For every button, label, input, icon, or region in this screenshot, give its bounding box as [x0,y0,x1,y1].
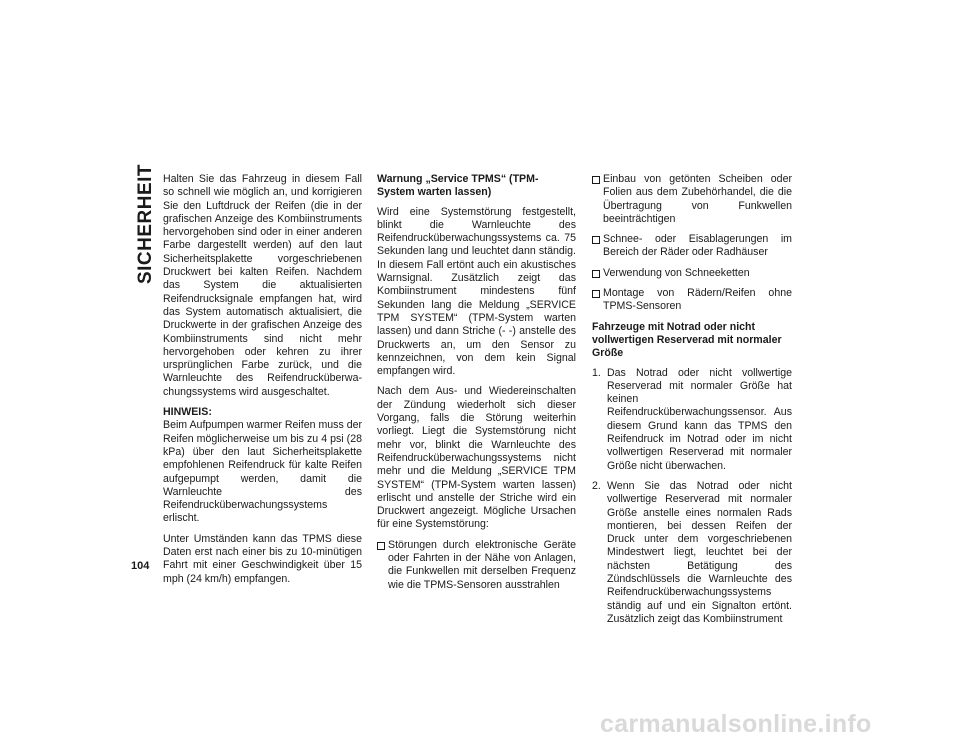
paragraph: Wird eine Systemstörung festgestellt, blinkt die Warnleuchte des Reifendrucküberwachungssystems ca. 75 Sekunden lang und leuchtet dann ständig. In diesem Fall ertönt auch ein akustisches Warnsignal. Zusätzlich zeigt das Kombiinstrument mindestens fünf Sekunden lang die Meldung „SERVICE TPM SYSTEM“ (TPM-System warten lassen) und dann Striche (- -) anstelle des Druckwerts an, um den Sensor zu kennzeichnen, von dem kein Signal empfangen wird. [377,205,576,378]
checkbox-bullet-icon [592,176,600,184]
bullet-list [377,539,576,592]
list-item [592,267,792,280]
list-item-text: Schnee- oder Eisablagerungen im Bereich der Räder oder Radhäuser [603,233,792,259]
section-heading: Fahrzeuge mit Notrad oder nicht vollwertigen Reserverad mit normaler Größe [592,320,782,360]
list-number: 2. [592,479,601,492]
column-2 [377,173,576,599]
checkbox-bullet-icon [592,236,600,244]
list-item [592,173,792,226]
checkbox-bullet-icon [377,542,385,550]
paragraph: Unter Umständen kann das TPMS diese Daten erst nach einer bis zu 10-minütigen Fahrt mit einer Geschwindigkeit über 15 mph (24 km/h) empfangen. [163,532,362,585]
section-title [131,163,161,285]
list-item [592,287,792,314]
list-item-text: Störungen durch elektronische Geräte oder Fahrten in der Nähe von Anlagen, die Funkwellen mit derselben Frequenz wie die TPMS-Sensoren ausstrahlen [388,538,576,591]
list-item-text: Das Notrad oder nicht vollwertige Reserverad mit normaler Größe hat keinen Reifendrucküberwachungssensor. Aus diesem Grund kann das TPMS den Reifendruck im Notrad oder im nicht vollwertigen Reserverad mit normaler Größe nicht überwachen. [607,366,792,472]
watermark-logo[interactable] [600,712,936,738]
watermark-text: carmanualsonline.info [600,712,872,738]
section-title-text: SICHERHEIT [135,163,156,285]
bullet-list [592,173,792,314]
paragraph: Nach dem Aus- und Wiedereinschalten der Zündung wiederholt sich dieser Vorgang, falls die Störung weiterhin vorliegt. Liegt die Systemstörung nicht mehr vor, blinkt die Warnleuchte des Reifendrucküberwachungssystems nicht mehr und die Meldung „SERVICE TPM SYSTEM“ (TPM-System warten lassen) erlischt und anstelle der Striche wird ein Druckwert angezeigt. Mögliche Ursachen für eine Systemstörung: [377,385,576,531]
list-item [592,367,792,473]
paragraph: Halten Sie das Fahrzeug in diesem Fall so schnell wie möglich an, und korrigieren Sie den Luftdruck der Reifen (die in der grafischen Anzeige des Kombiinstruments hervorgehoben sind oder in einer anderen Farbe dargestellt werden) auf den laut Sicherheitsplakette vorgeschriebenen Druckwert bei kalten Reifen. Nachdem das System die aktualisierten Reifendrucksignale empfangen hat, wird das System automatisch aktualisiert, die Druckwerte in der grafischen Anzeige des Kombiinstruments sind nicht mehr hervorgehoben oder kehren zu ihrer ursprünglichen Farbe zurück, und die Warnleuchte des Reifendrucküberwachungssystems wird ausgeschaltet. [163,173,362,398]
column-3 [592,173,792,633]
list-item [592,480,792,626]
numbered-list [592,367,792,627]
list-item-text: Verwendung von Schneeketten [603,266,750,279]
list-item-text: Wenn Sie das Notrad oder nicht vollwertige Reserverad mit normaler Größe anstelle eines normalen Rads montieren, bei dessen Reifen der Druck unter dem vorgeschriebenen Mindestwert liegt, leuchtet bei der nächsten Betätigung des Zündschlüssels die Warnleuchte des Reifendrucküberwachungssystems ständig auf und ein Signalton ertönt. Zusätzlich zeigt das Kombiinstrument [607,479,792,625]
checkbox-bullet-icon [592,290,600,298]
list-item [377,539,576,592]
column-1 [163,173,362,593]
page-number: 104 [131,560,150,572]
note-text: Beim Aufpumpen warmer Reifen muss der Reifen möglicherweise um bis zu 4 psi (28 kPa) über den laut Sicherheitsplakette empfohlenen Reifendruck für kalte Reifen aufgepumpt werden, damit die Warnleuchte des Reifendrucküberwachungssystems erlischt. [163,419,363,525]
note-heading: HINWEIS: [163,406,212,419]
section-heading: Warnung „Service TPMS“ (TPM-System warten lassen) [377,173,539,199]
list-item-text: Einbau von getönten Scheiben oder Folien aus dem Zubehörhandel, die die Übertragung von Funkwellen beeinträchtigen [603,173,792,225]
list-item [592,233,792,260]
checkbox-bullet-icon [592,270,600,278]
list-number: 1. [592,366,601,379]
list-item-text: Montage von Rädern/Reifen ohne TPMS-Sensoren [603,287,792,313]
